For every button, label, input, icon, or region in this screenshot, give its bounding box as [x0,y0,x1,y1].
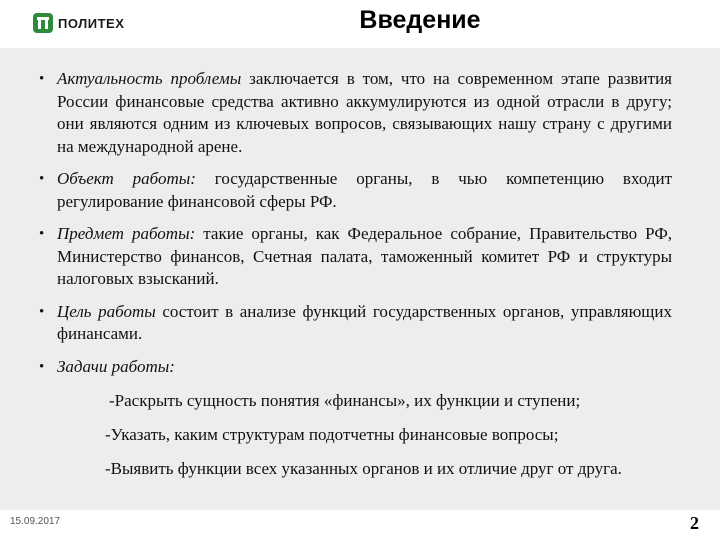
bullet-dot: • [39,226,45,242]
bullet-dot: • [39,171,45,187]
bullet-object [38,168,672,213]
politeh-logo-icon [33,13,53,33]
task-list [57,390,672,480]
bullet-relevance [38,68,672,158]
slide-header [0,0,720,48]
bullet-text: состоит в анализе функций государственных органов, управляющих финансами. [57,301,672,343]
bullet-text: такие органы, как Федеральное собрание, Правительство РФ, Министерство финансов, Счетная палата, таможенный комитет РФ и структуры налоговых взысканий. [57,224,672,288]
bullet-dot: • [39,358,45,375]
bullet-tasks [38,356,672,481]
bullet-lead: Задачи работы: [57,356,175,376]
bullet-lead: Предмет работы: [57,224,196,243]
bullet-lead: Объект работы: [57,169,196,188]
bullet-dot: • [39,71,45,87]
bullet-text: государственные органы, в чью компетенцию входит регулирование финансовой сферы РФ. [57,169,672,211]
page-title: Введение [359,6,481,34]
bullet-lead: Цель работы [57,301,156,321]
bullet-goal [38,301,672,346]
slide-date: 15.09.2017 [10,516,61,527]
page-number: 2 [690,513,699,533]
bullet-lead: Актуальность проблемы [57,69,242,88]
task-item: -Раскрыть сущность понятия «финансы», их функции и ступени; [109,391,581,410]
logo-text: ПОЛИТЕХ [58,15,125,31]
slide-content [0,48,720,510]
logo [33,13,124,33]
bullet-subject [38,223,672,291]
task-item: -Выявить функции всех указанных органов и их отличие друг от друга. [105,459,622,478]
bullet-text: заключается в том, что на современном этапе развития России финансовые средства активно аккумулируются из одной отрасли в другу; они являются одним из ключевых вопросов, связывающих нашу страну с другими на международной арене. [57,69,672,156]
bullet-list [38,68,672,490]
task-item: -Указать, каким структурам подотчетны финансовые вопросы; [105,425,559,444]
bullet-dot: • [39,303,45,320]
